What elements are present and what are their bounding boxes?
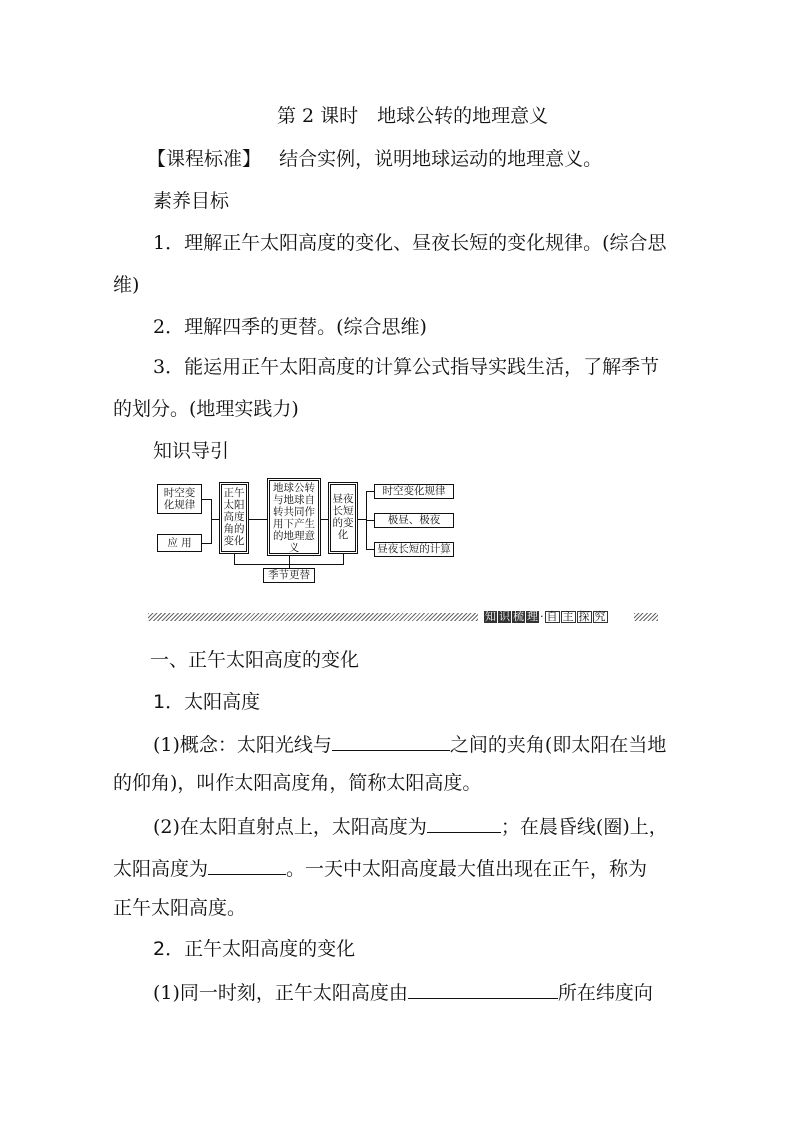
diagram-connector: [211, 499, 212, 544]
band-char: 知: [485, 610, 496, 623]
band-stripe-right: [634, 613, 658, 621]
band-char: 探: [578, 610, 590, 623]
text-run: 之间的夹角(即太阳在当地: [449, 734, 667, 756]
band-char: 梳: [513, 610, 524, 623]
paragraph-direct-point-line-2: [113, 856, 647, 880]
diagram-connector: [343, 554, 344, 564]
fill-blank[interactable]: [427, 814, 501, 833]
diagram-box-seasons: 季节更替: [263, 568, 315, 583]
fill-blank[interactable]: [208, 856, 286, 875]
fill-blank[interactable]: [408, 980, 558, 999]
diagram-connector: [366, 491, 374, 492]
course-standard: [147, 148, 602, 170]
band-char: 究: [594, 610, 606, 623]
subsection-heading: 2．正午太阳高度的变化: [153, 938, 356, 960]
paragraph-direct-point-line-1: [153, 814, 668, 838]
diagram-connector: [249, 519, 267, 520]
goal-1-line-2: 维): [113, 274, 140, 296]
diagram-connector: [289, 556, 290, 568]
goal-3-line-1: 3．能运用正午太阳高度的计算公式指导实践生活，了解季节: [153, 356, 660, 378]
paragraph-noon-change-line-1: [153, 980, 653, 1004]
text-run: (2)在太阳直射点上，太阳高度为: [153, 816, 427, 838]
course-standard-text: 结合实例，说明地球运动的地理意义。: [279, 148, 603, 170]
text-run: 太阳高度为: [113, 858, 209, 880]
band-char: 识: [499, 610, 510, 623]
text-run: 所在纬度向: [557, 982, 653, 1004]
page-title: 第 2 课时 地球公转的地理意义: [277, 105, 549, 127]
goal-2: 2．理解四季的更替。(综合思维): [153, 316, 427, 338]
text-run: (1)同一时刻，正午太阳高度由: [153, 982, 408, 1004]
band-char: 主: [562, 610, 574, 623]
paragraph-direct-point-line-3: 正午太阳高度。: [113, 897, 247, 919]
diagram-connector: [366, 520, 374, 521]
guide-heading: 知识导引: [153, 440, 230, 462]
subsection-heading: 1．太阳高度: [153, 691, 261, 713]
paragraph-concept-line-1: [153, 732, 666, 756]
band-char: 理: [527, 610, 538, 623]
course-standard-label: 【课程标准】: [147, 148, 262, 170]
diagram-box-timespace-law: 时空变化规律: [374, 484, 454, 499]
diagram-connector: [366, 549, 374, 550]
band-char: 自: [546, 610, 558, 623]
band-stripe-left: [148, 613, 478, 621]
section-heading: 一、正午太阳高度的变化: [150, 649, 360, 671]
diagram-connector: [211, 519, 219, 520]
diagram-connector: [358, 519, 366, 520]
band-label: [484, 611, 608, 623]
band-dot: ·: [540, 610, 544, 623]
goal-1-line-1: 1．理解正午太阳高度的变化、昼夜长短的变化规律。(综合思: [153, 232, 667, 254]
goal-3-line-2: 的划分。(地理实践力): [113, 398, 299, 420]
diagram-box-day-length-calc: 昼夜长短的计算: [374, 542, 454, 557]
section-band: [148, 611, 658, 623]
fill-blank[interactable]: [332, 732, 450, 751]
text-run: ；在晨昏线(圈)上，: [500, 816, 668, 838]
text-run: 。一天中太阳高度最大值出现在正午，称为: [286, 858, 648, 880]
text-run: (1)概念：太阳光线与: [153, 734, 332, 756]
diagram-box-timespace: 时空变 化规律: [157, 484, 202, 514]
diagram-box-noon-sun-height: 正午 太阳 高度 角的 变化: [219, 482, 249, 554]
diagram-box-geographic-significance: 地球公转 与地球自 转共同作 用下产生 的地理意 义: [267, 478, 321, 556]
diagram-box-polar-day-night: 极昼、极夜: [374, 513, 454, 528]
paragraph-concept-line-2: 的仰角)，叫作太阳高度角，简称太阳高度。: [113, 772, 482, 794]
diagram-connector: [321, 519, 328, 520]
diagram-box-application: 应 用: [157, 534, 202, 552]
diagram-connector: [234, 554, 235, 564]
goals-heading: 素养目标: [153, 190, 230, 212]
diagram-box-day-length: 昼夜 长短 的变 化: [328, 482, 358, 554]
